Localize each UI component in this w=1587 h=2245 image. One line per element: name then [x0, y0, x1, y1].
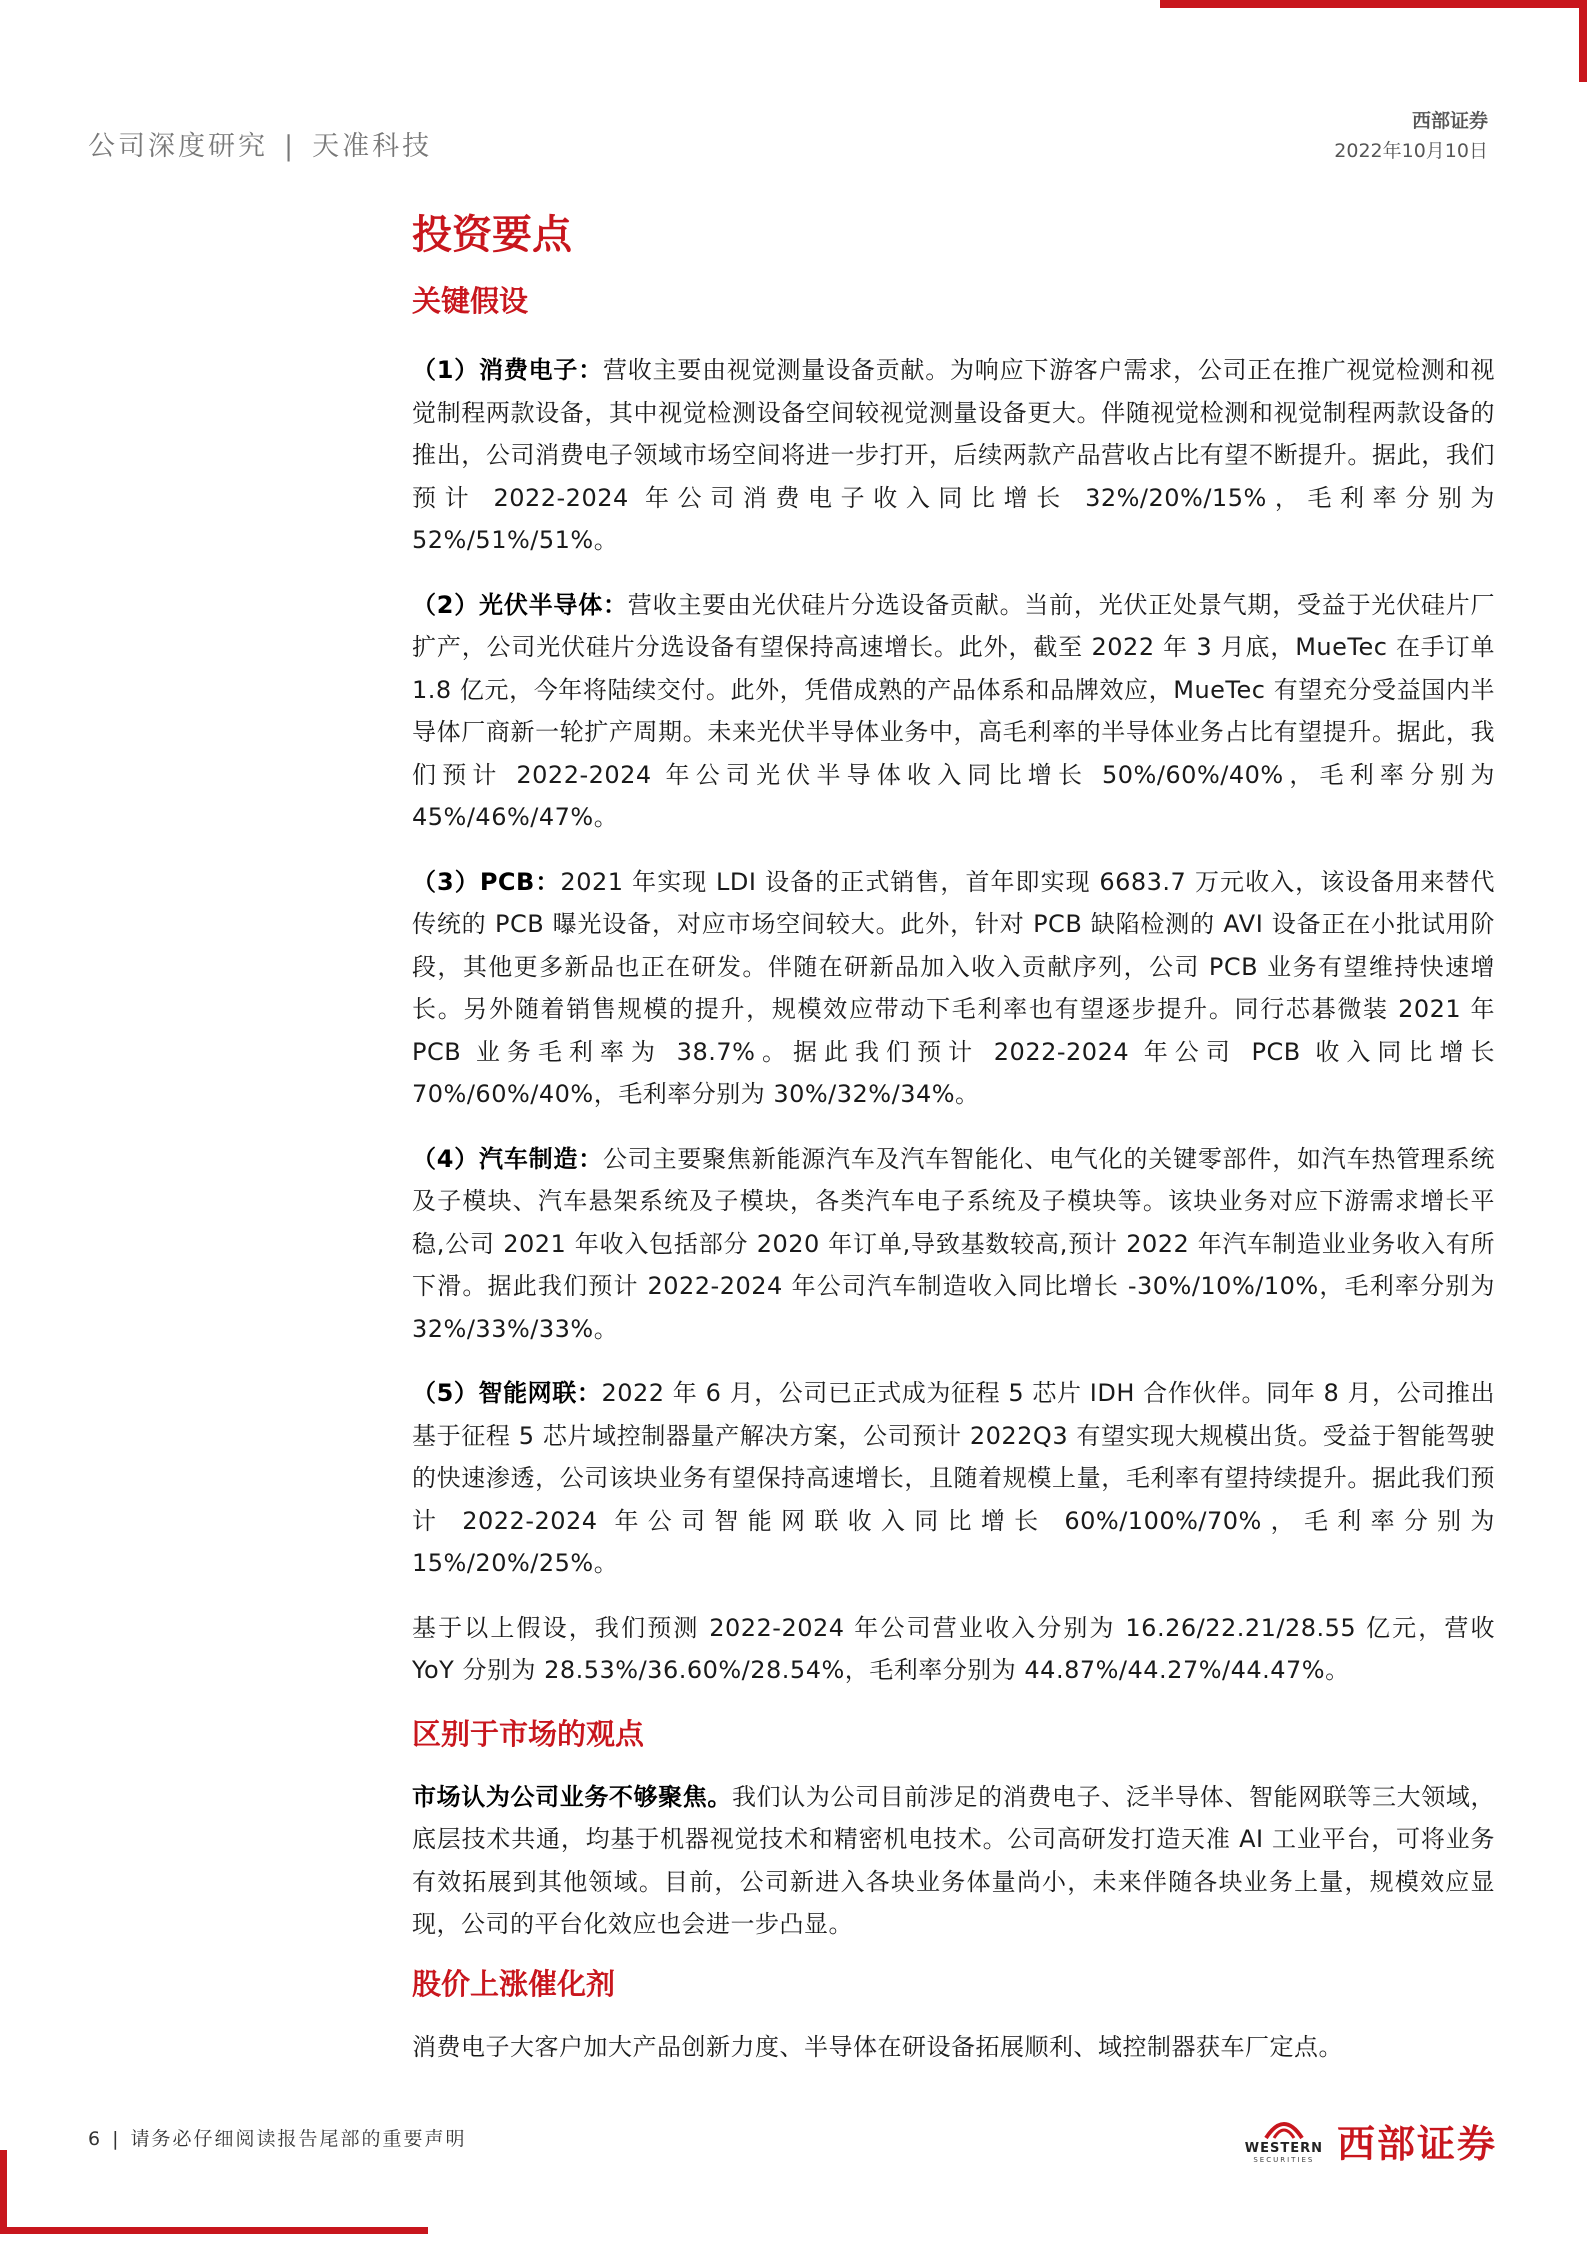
page-title: 投资要点 — [412, 211, 572, 258]
footer-separator: | — [112, 2128, 121, 2150]
running-header — [88, 124, 432, 163]
differentiated-view-heading: 区别于市场的观点 — [412, 1716, 645, 1751]
doc-type: 公司深度研究 — [88, 131, 268, 162]
corner-accent-bottom-horizontal — [0, 2227, 428, 2234]
company-name: 天准科技 — [312, 131, 433, 162]
catalysts-heading: 股价上涨催化剂 — [412, 1966, 616, 2001]
western-emblem-icon — [1262, 2116, 1306, 2142]
assumption-automotive — [412, 1138, 1495, 1351]
assumption-text: 公司主要聚焦新能源汽车及汽车智能化、电气化的关键零部件，如汽车热管理系统及子模块、汽车悬架系统及子模块，各类汽车电子系统及子模块等。该块业务对应下游需求增长平稳,公司 2021 年收入包括部分 2020 年订单,导致基数较高,预计 2022 年汽车制造业业务收入有所下滑。据此我们预计 2022-2024 年公司汽车制造收入同比增长 -30%/10%/10%，毛利率分别为 32%/33%/33%。 — [412, 1144, 1496, 1343]
differentiated-view-text — [412, 1776, 1495, 1946]
page-number: 6 — [88, 2128, 103, 2150]
assumption-pv-semiconductor — [412, 584, 1495, 839]
assumption-label: （1）消费电子： — [412, 356, 603, 384]
assumption-text: 2021 年实现 LDI 设备的正式销售，首年即实现 6683.7 万元收入，该设备用来替代传统的 PCB 曝光设备，对应市场空间较大。此外，针对 PCB 缺陷检测的 AVI 设备正在小批试用阶段，其他更多新品也正在研发。伴随在研新品加入收入贡献序列，公司 PCB 业务有望维持快速增长。另外随着销售规模的提升，规模效应带动下毛利率也有望逐步提升。同行芯碁微装 2021 年 PCB 业务毛利率为 38.7%。据此我们预计 2022-2024 年公司 PCB 收入同比增长 70%/60%/40%，毛利率分别为 30%/32%/34%。 — [412, 867, 1495, 1108]
catalysts-text: 消费电子大客户加大产品创新力度、半导体在研设备拓展顺利、域控制器获车厂定点。 — [412, 2032, 1343, 2061]
assumption-label: （2）光伏半导体： — [412, 590, 628, 619]
assumption-label: （4）汽车制造： — [412, 1144, 603, 1173]
header-firm: 西部证券 — [1411, 110, 1488, 132]
differentiated-view-lead: 市场认为公司业务不够聚焦。 — [412, 1782, 733, 1811]
corner-accent-bottom-vertical — [0, 2150, 7, 2234]
logo-mark-text: WESTERN — [1244, 2141, 1323, 2156]
corner-accent-top-horizontal — [1160, 0, 1587, 8]
key-assumptions-heading: 关键假设 — [412, 284, 529, 318]
assumption-label: （3）PCB： — [412, 867, 561, 896]
assumption-text: 营收主要由视觉测量设备贡献。为响应下游客户需求，公司正在推广视觉检测和视觉制程两款设备，其中视觉检测设备空间较视觉测量设备更大。伴随视觉检测和视觉制程两款设备的推出，公司消费电子领域市场空间将进一步打开，后续两款产品营收占比有望不断提升。据此，我们预计 2022-2024 年公司消费电子收入同比增长 32%/20%/15%，毛利率分别为 52%/51%/51%。 — [412, 356, 1496, 554]
firm-logo-text: 西部证券 — [1336, 2121, 1497, 2166]
forecast-summary: 基于以上假设，我们预测 2022-2024 年公司营业收入分别为 16.26/22.21/28.55 亿元，营收 YoY 分别为 28.53%/36.60%/28.54%，毛利率分别为 44.87%/44.27%/44.47%。 — [412, 1613, 1495, 1684]
assumption-text: 营收主要由光伏硅片分选设备贡献。当前，光伏正处景气期，受益于光伏硅片厂扩产，公司光伏硅片分选设备有望保持高速增长。此外，截至 2022 年 3 月底，MueTec 在手订单 1.8 亿元，今年将陆续交付。此外，凭借成熟的产品体系和品牌效应，MueTec 有望充分受益国内半导体厂商新一轮扩产周期。未来光伏半导体业务中，高毛利率的半导体业务占比有望提升。据此，我们预计 2022-2024 年公司光伏半导体收入同比增长 50%/60%/40%，毛利率分别为 45%/46%/47%。 — [412, 590, 1496, 831]
main-content — [412, 205, 1495, 2068]
assumption-smart-connectivity — [412, 1372, 1495, 1585]
assumption-consumer-electronics — [412, 349, 1495, 562]
assumption-pcb — [412, 861, 1495, 1116]
differentiated-view-body: 我们认为公司目前涉足的消费电子、泛半导体、智能网联等三大领域，底层技术共通，均基于机器视觉技术和精密机电技术。公司高研发打造天准 AI 工业平台，可将业务有效拓展到其他领域。目前，公司新进入各块业务体量尚小，未来伴随各块业务上量，规模效应显现，公司的平台化效应也会进一步凸显。 — [412, 1782, 1496, 1938]
assumption-label: （5）智能网联： — [412, 1379, 602, 1407]
firm-logo-block — [1245, 2113, 1497, 2168]
footer-disclaimer: 请务必仔细阅读报告尾部的重要声明 — [130, 2128, 467, 2150]
corner-accent-top-vertical — [1579, 0, 1587, 82]
assumption-text: 2022 年 6 月，公司已正式成为征程 5 芯片 IDH 合作伙伴。同年 8 月，公司推出基于征程 5 芯片域控制器量产解决方案，公司预计 2022Q3 有望实现大规模出货。受益于智能驾驶的快速渗透，公司该块业务有望保持高速增长，且随着规模上量，毛利率有望持续提升。据此我们预计 2022-2024 年公司智能网联收入同比增长 60%/100%/70%，毛利率分别为 15%/20%/25%。 — [412, 1379, 1496, 1577]
report-date: 2022年10月10日 — [1334, 140, 1488, 162]
header-separator: | — [284, 131, 297, 162]
western-securities-mark — [1245, 2116, 1323, 2165]
logo-mark-subtext: SECURITIES — [1253, 2156, 1315, 2164]
header-meta — [1334, 106, 1488, 166]
page-footer — [88, 2124, 467, 2151]
